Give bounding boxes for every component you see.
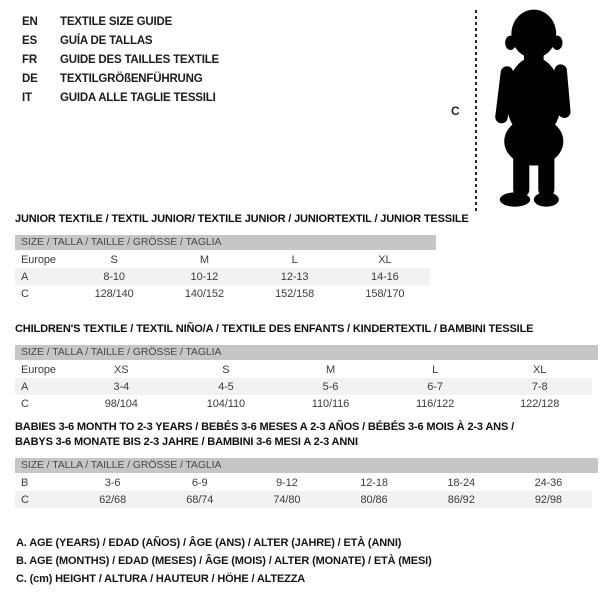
language-code: IT — [22, 92, 32, 104]
size-value-cell: 62/68 — [69, 491, 156, 508]
footnote-line: B. AGE (MONTHS) / EDAD (MESES) / ÂGE (MOIS) / ALTER (MONATE) / ETÀ (MESI) — [16, 555, 432, 567]
size-value-cell: M — [199, 253, 209, 266]
table-row — [15, 474, 592, 491]
size-value-cell: 6-9 — [191, 476, 208, 489]
language-row — [22, 51, 219, 70]
size-value-cell: 7-8 — [487, 378, 592, 395]
row-label-cell: C — [21, 397, 29, 410]
size-value-cell: 3-6 — [104, 476, 121, 489]
children-size-table — [15, 361, 592, 412]
size-value-cell: 68/74 — [156, 491, 243, 508]
language-label: GUIDE DES TAILLES TEXTILE — [60, 54, 219, 66]
junior-size-table — [15, 251, 430, 302]
language-row — [22, 89, 219, 108]
size-header-bar: SIZE / TALLA / TAILLE / GRÖSSE / TAGLIA — [15, 345, 598, 360]
size-value-cell: L — [432, 363, 439, 376]
size-value-cell: 9-12 — [276, 476, 298, 489]
table-row — [15, 251, 430, 268]
size-value-cell: 92/98 — [505, 491, 592, 508]
table-row — [15, 378, 592, 395]
table-title-line: JUNIOR TEXTILE / TEXTIL JUNIOR/ TEXTILE JUNIOR / JUNIORTEXTIL / JUNIOR TESSILE — [15, 213, 469, 225]
language-code: EN — [22, 16, 38, 28]
row-label-cell: A — [15, 268, 69, 285]
size-value-cell: 140/152 — [184, 287, 224, 300]
row-label-cell: B — [21, 476, 29, 489]
size-value-cell: 152/158 — [275, 287, 315, 300]
size-value-cell: 104/110 — [206, 397, 246, 410]
size-value-cell: 3-4 — [69, 378, 174, 395]
language-code: ES — [22, 35, 37, 47]
size-header-bar: SIZE / TALLA / TAILLE / GRÖSSE / TAGLIA — [15, 458, 598, 473]
table-row — [15, 361, 592, 378]
size-value-cell: 116/122 — [415, 397, 455, 410]
size-value-cell: L — [291, 253, 298, 266]
height-measure-label: C — [451, 104, 460, 118]
table-row — [15, 491, 592, 508]
size-value-cell: S — [222, 363, 230, 376]
size-value-cell: 8-10 — [69, 268, 159, 285]
size-header-bar: SIZE / TALLA / TAILLE / GRÖSSE / TAGLIA — [15, 235, 436, 250]
size-value-cell: 24-36 — [534, 476, 563, 489]
size-value-cell: 10-12 — [159, 268, 249, 285]
babies-size-table — [15, 474, 592, 508]
row-label-cell: Europe — [21, 363, 56, 376]
language-label: TEXTILGRÖßENFÜHRUNG — [60, 73, 203, 85]
size-value-cell: XL — [533, 363, 547, 376]
table-title-line: BABIES 3-6 MONTH TO 2-3 YEARS / BEBÉS 3-6 MESES A 2-3 AÑOS / BÉBÉS 3-6 MOIS À 2-3 ANS / — [15, 421, 514, 433]
language-row — [22, 70, 219, 89]
footnote-line: C. (cm) HEIGHT / ALTURA / HAUTEUR / HÖHE / ALTEZZA — [16, 573, 306, 585]
language-row — [22, 13, 219, 32]
legend-footnotes — [16, 534, 432, 588]
footnote-line: A. AGE (YEARS) / EDAD (AÑOS) / ÂGE (ANS) / ALTER (JAHRE) / ETÀ (ANNI) — [16, 537, 402, 549]
size-value-cell: 110/116 — [311, 397, 350, 410]
babies-textile-title — [15, 420, 592, 450]
size-value-cell: 128/140 — [94, 287, 134, 300]
table-title-line: CHILDREN'S TEXTILE / TEXTIL NIÑO/A / TEXTILE DES ENFANTS / KINDERTEXTIL / BAMBINI TESSILE — [15, 323, 534, 335]
row-label-cell: A — [15, 378, 69, 395]
language-label: GUÍA DE TALLAS — [60, 35, 153, 47]
row-label-cell: C — [21, 287, 29, 300]
language-code: DE — [22, 73, 38, 85]
size-value-cell: 86/92 — [418, 491, 505, 508]
language-label: TEXTILE SIZE GUIDE — [60, 16, 173, 28]
size-value-cell: 12-13 — [250, 268, 340, 285]
junior-textile-title — [15, 212, 592, 227]
row-label-cell: Europe — [21, 253, 56, 266]
size-value-cell: 12-18 — [360, 476, 388, 489]
size-value-cell: S — [110, 253, 118, 266]
language-title-list — [22, 13, 219, 108]
table-row — [15, 285, 430, 302]
size-value-cell: 14-16 — [340, 268, 430, 285]
babies-textile-section — [15, 420, 592, 508]
language-label: GUIDA ALLE TAGLIE TESSILI — [60, 92, 216, 104]
size-value-cell: 4-5 — [174, 378, 279, 395]
size-value-cell: 18-24 — [447, 476, 476, 489]
size-value-cell: XS — [114, 363, 129, 376]
size-value-cell: 5-6 — [278, 378, 383, 395]
language-row — [22, 32, 219, 51]
size-value-cell: 158/170 — [365, 287, 405, 300]
size-value-cell: M — [325, 363, 336, 376]
size-value-cell: XL — [378, 253, 392, 266]
table-row — [15, 268, 430, 285]
children-textile-title — [15, 322, 592, 337]
language-code: FR — [22, 54, 37, 66]
children-textile-section — [15, 322, 592, 412]
size-value-cell: 98/104 — [104, 397, 138, 410]
junior-textile-section — [15, 212, 592, 302]
table-title-line: BABYS 3-6 MONATE BIS 2-3 JAHRE / BAMBINI 3-6 MESI A 2-3 ANNI — [15, 436, 358, 448]
row-label-cell: C — [15, 491, 69, 508]
baby-silhouette-image — [487, 7, 577, 213]
height-measure-dashed-line — [475, 10, 477, 212]
size-value-cell: 6-7 — [383, 378, 488, 395]
size-value-cell: 122/128 — [520, 397, 560, 410]
table-row — [15, 395, 592, 412]
size-value-cell: 74/80 — [243, 491, 330, 508]
size-value-cell: 80/86 — [330, 491, 417, 508]
